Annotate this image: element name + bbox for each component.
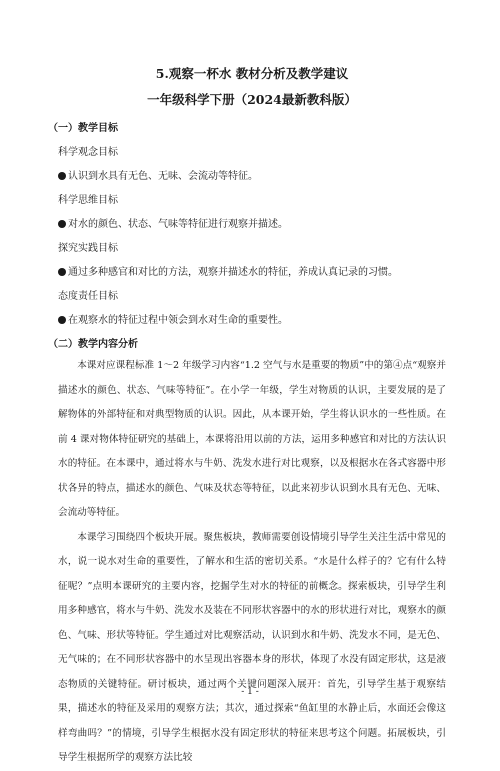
goal-text: 认识到水具有无色、无味、会流动等特征。 (68, 171, 258, 182)
goal-text: 通过多种感官和对比的方法，观察并描述水的特征，养成认真记录的习惯。 (68, 267, 398, 278)
bullet-icon (58, 268, 66, 276)
goal-bullet-attitude (58, 314, 446, 328)
section-teaching-goals (48, 122, 446, 328)
section-content-analysis (48, 338, 446, 771)
document-subtitle: 一年级科学下册（2024最新教科版） (147, 92, 357, 107)
goal-label-attitude: 态度责任目标 (58, 291, 118, 302)
section-heading-analysis: （二）教学内容分析 (48, 339, 138, 350)
goal-label-concept: 科学观念目标 (58, 147, 118, 158)
goal-label-practice: 探究实践目标 (58, 243, 118, 254)
bullet-icon (58, 220, 66, 228)
goal-text: 对水的颜色、状态、气味等特征进行观察并描述。 (68, 219, 288, 230)
goal-bullet-thinking (58, 218, 446, 232)
goal-bullet-concept (58, 170, 446, 184)
goal-label-thinking: 科学思维目标 (58, 195, 118, 206)
document-title: 5.观察一杯水 教材分析及教学建议 (155, 66, 349, 81)
page-number: - 1 - (241, 687, 259, 697)
section-heading-goals: （一）教学目标 (48, 123, 118, 134)
bullet-icon (58, 316, 66, 324)
bullet-icon (58, 172, 66, 180)
analysis-paragraph-2: 本课学习围绕四个板块开展。聚焦板块，教师需要创设情境引导学生关注生活中常见的水，说一说水对生命的重要性，了解水和生活的密切关系。“水是什么样子的？它有什么特征呢？”点明本课研究的主要内容，挖掘学生对水的特征的前概念。探索板块，引导学生利用多种感官，将水与牛奶、洗发水及装在不同形状容器中的水的形状进行对比，观察水的颜色、气味、形状等特征。学生通过对比观察活动，认识到水和牛奶、洗发水不同，是无色、无气味的；在不同形状容器中的水呈现出容器本身的形状，体现了水没有固定形状，这是液态物质的关键特征。研讨板块，通过两个关键问题深入展开：首先，引导学生基于观察结果，描述水的特征及采用的观察方法；其次，通过探索“鱼缸里的水静止后，水面还会像这样弯曲吗？”的情境，引导学生根据水没有固定形状的特征来思考这个问题。拓展板块，引导学生根据所学的观察方法比较 (58, 531, 446, 763)
analysis-paragraph-1: 本课对应课程标准 1～2 年级学习内容“1.2 空气与水是重要的物质”中的第④点“观察并描述水的颜色、状态、气味等特征”。在小学一年级，学生对物质的认识，主要发展的是了解物体的外部特征和对典型物质的认识。因此，从本课开始，学生将认识水的一些性质。在前 4 课对物体特征研究的基础上，本课将沿用以前的方法，运用多种感官和对比的方法认识水的特征。在本课中，通过将水与牛奶、洗发水进行对比观察，以及根据水在各式容器中形状各异的特点，描述水的颜色、气味及状态等特征，以此来初步认识到水具有无色、无味、会流动等特征。 (58, 360, 446, 518)
goal-bullet-practice (58, 266, 446, 280)
goal-text: 在观察水的特征过程中领会到水对生命的重要性。 (68, 315, 288, 326)
